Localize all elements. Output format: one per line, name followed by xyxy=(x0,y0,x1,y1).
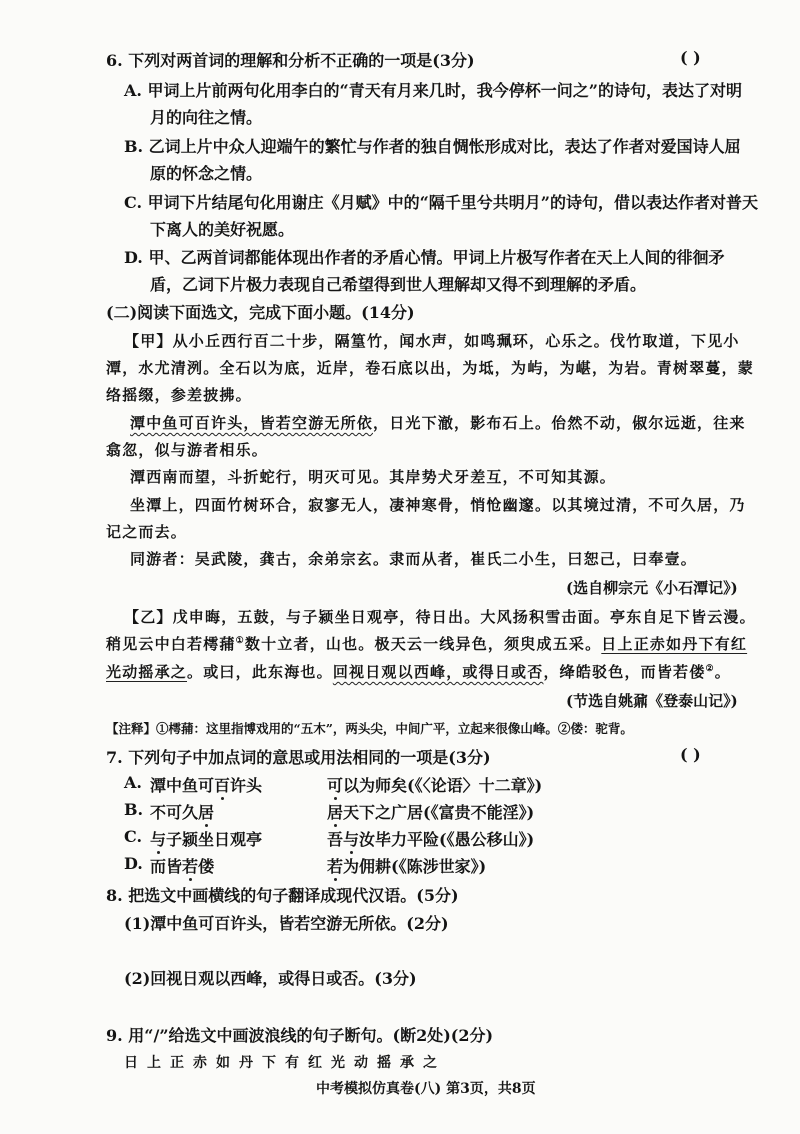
passage-jia-line8: 记之而去。 xyxy=(106,523,188,541)
passage-jia-source: (选自柳宗元《小石潭记》) xyxy=(566,579,738,597)
q6-option-b-line1: B. 乙词上片中众人迎端午的繁忙与作者的独自惆怅形成对比，表达了作者对爱国诗人屈 xyxy=(124,137,741,156)
q7-option-b-right xyxy=(327,800,534,823)
q7-stem: 7. 下列句子中加点词的意思或用法相同的一项是(3分) xyxy=(106,748,491,767)
q6-stem: 6. 下列对两首词的理解和分析不正确的一项是(3分) xyxy=(106,51,475,70)
q7-option-a-left xyxy=(150,773,262,796)
q7-option-b-letter: B. xyxy=(124,800,144,819)
q7-option-d-letter: D. xyxy=(124,854,143,873)
passage-jia-line5: 翕忽，似与游者相乐。 xyxy=(106,441,269,459)
section-2-heading: (二)阅读下面选文，完成下面小题。(14分) xyxy=(106,303,415,322)
passage-yi-line3-period: 。 xyxy=(714,663,731,681)
q6-option-c-line2: 下离人的美好祝愿。 xyxy=(150,220,295,239)
passage-jia-line4 xyxy=(130,412,746,433)
emphasis-dot xyxy=(150,827,166,847)
page-footer: 中考模拟仿真卷(八) 第3页，共8页 xyxy=(316,1081,536,1097)
underlined-sentence-yi-part2: 光动摇承之 xyxy=(106,663,188,681)
q7-answer-paren: ( ) xyxy=(680,745,701,764)
passage-yi-line3-mid: 。或曰，此东海也。 xyxy=(187,663,333,681)
passage-yi-line1: 【乙】戊申晦，五鼓，与子颍坐日观亭，待日出。大风扬积雪击面。亭东自足下皆云漫。 xyxy=(124,608,756,626)
wavy-underlined-sentence-yi: 回视日观以西峰，或得日或否 xyxy=(332,663,544,681)
emphasis-dot xyxy=(327,773,343,793)
q7-option-b-left-text: 不可久居 xyxy=(150,803,215,822)
q7-option-c-left xyxy=(150,827,262,850)
q6-option-a-line2: 月的向往之情。 xyxy=(150,108,263,127)
q7-option-b-left xyxy=(150,800,214,823)
passage-yi-line2-start: 稍见云中白若樗蒱 xyxy=(106,635,236,653)
passage-jia-line6: 潭西南而望，斗折蛇行，明灭可见。其岸势犬牙差互，不可知其源。 xyxy=(130,468,617,486)
q7-option-c-letter: C. xyxy=(124,827,143,846)
passage-yi-line2-mid: 数十立者，山也。极天云一线异色，须臾成五采。 xyxy=(244,635,602,653)
q6-answer-paren: ( ) xyxy=(680,48,701,67)
passage-yi-line3-end: ，绛皓驳色，而皆若偻 xyxy=(543,663,706,681)
emphasis-dot xyxy=(198,800,214,820)
passage-jia-line3: 络摇缀，参差披拂。 xyxy=(106,386,252,404)
emphasis-dot xyxy=(343,827,359,847)
q9-sentence: 日上正赤如丹下有红光动摇承之 xyxy=(124,1055,446,1071)
emphasis-dot xyxy=(327,800,343,820)
q7-option-a-right-text: 可以为师矣(《〈论语〉十二章》) xyxy=(327,776,543,795)
q6-option-c-line1: C. 甲词下片结尾句化用谢庄《月赋》中的“隔千里兮共明月”的诗句，借以表达作者对普天 xyxy=(124,193,759,212)
q8-stem: 8. 把选文中画横线的句子翻译成现代汉语。(5分) xyxy=(106,886,459,905)
footnote-marker-2: ② xyxy=(705,664,715,674)
q7-option-c-right xyxy=(327,827,534,850)
q7-option-a-left-text: 潭中鱼可百许头 xyxy=(150,776,263,795)
passage-jia-line4-rest: ，日光下澈，影布石上。佁然不动，俶尔远逝，往来 xyxy=(373,414,746,432)
q7-option-c-right-text: 吾与汝毕力平险(《愚公移山》) xyxy=(327,830,535,849)
wavy-underlined-sentence-jia: 潭中鱼可百许头，皆若空游无所依 xyxy=(130,414,374,432)
q8-sentence-1: (1)潭中鱼可百许头，皆若空游无所依。(2分) xyxy=(124,914,449,933)
q7-option-b-right-text: 居天下之广居(《富贵不能淫》) xyxy=(327,803,535,822)
q8-sentence-2: (2)回视日观以西峰，或得日或否。(3分) xyxy=(124,969,417,988)
q7-option-d-left xyxy=(150,854,214,877)
passage-jia-line9: 同游者：吴武陵，龚古，余弟宗玄。隶而从者，崔氏二小生，曰恕己，曰奉壹。 xyxy=(130,550,698,568)
emphasis-dot xyxy=(327,854,343,874)
q7-option-a-letter: A. xyxy=(124,773,142,792)
q6-option-a-line1: A. 甲词上片前两句化用李白的“青天有月来几时，我今停杯一问之”的诗句，表达了对明 xyxy=(124,81,742,100)
q7-option-c-left-text: 与子颍坐日观亭 xyxy=(150,830,263,849)
passage-jia-line7: 坐潭上，四面竹树环合，寂寥无人，凄神寒骨，悄怆幽邃。以其境过清，不可久居，乃 xyxy=(130,496,746,514)
passage-jia-line2: 潭，水尤清洌。全石以为底，近岸，卷石底以出，为坻，为屿，为嵁，为岩。青树翠蔓，蒙 xyxy=(106,359,755,377)
q6-option-d-line1: D. 甲、乙两首词都能体现出作者的矛盾心情。甲词上片极写作者在天上人间的徘徊矛 xyxy=(124,248,725,267)
emphasis-dot xyxy=(214,773,230,793)
q6-option-d-line2: 盾，乙词下片极力表现自己希望得到世人理解却又得不到理解的矛盾。 xyxy=(150,275,647,294)
q6-option-b-line2: 原的怀念之情。 xyxy=(150,164,263,183)
underlined-sentence-yi-part1: 日上正赤如丹下有红 xyxy=(601,635,748,653)
q7-option-d-left-text: 而皆若偻 xyxy=(150,857,215,876)
q7-option-d-right-text: 若为佣耕(《陈涉世家》) xyxy=(327,857,487,876)
annotation-note: 【注释】①樗蒱：这里指博戏用的“五木”，两头尖，中间广平，立起来很像山峰。②偻：驼背。 xyxy=(106,721,633,736)
q9-stem: 9. 用“/”给选文中画波浪线的句子断句。(断2处)(2分) xyxy=(106,1026,494,1045)
passage-yi-source: (节选自姚鼐《登泰山记》) xyxy=(566,692,738,710)
emphasis-dot xyxy=(182,854,198,874)
footnote-marker-1: ① xyxy=(235,636,245,646)
passage-yi-line2 xyxy=(106,633,747,654)
passage-yi-line3 xyxy=(106,661,731,682)
q7-option-d-right xyxy=(327,854,486,877)
passage-jia-line1: 【甲】从小丘西行百二十步，隔篁竹，闻水声，如鸣珮环，心乐之。伐竹取道，下见小 xyxy=(124,332,740,350)
q7-option-a-right xyxy=(327,773,542,796)
